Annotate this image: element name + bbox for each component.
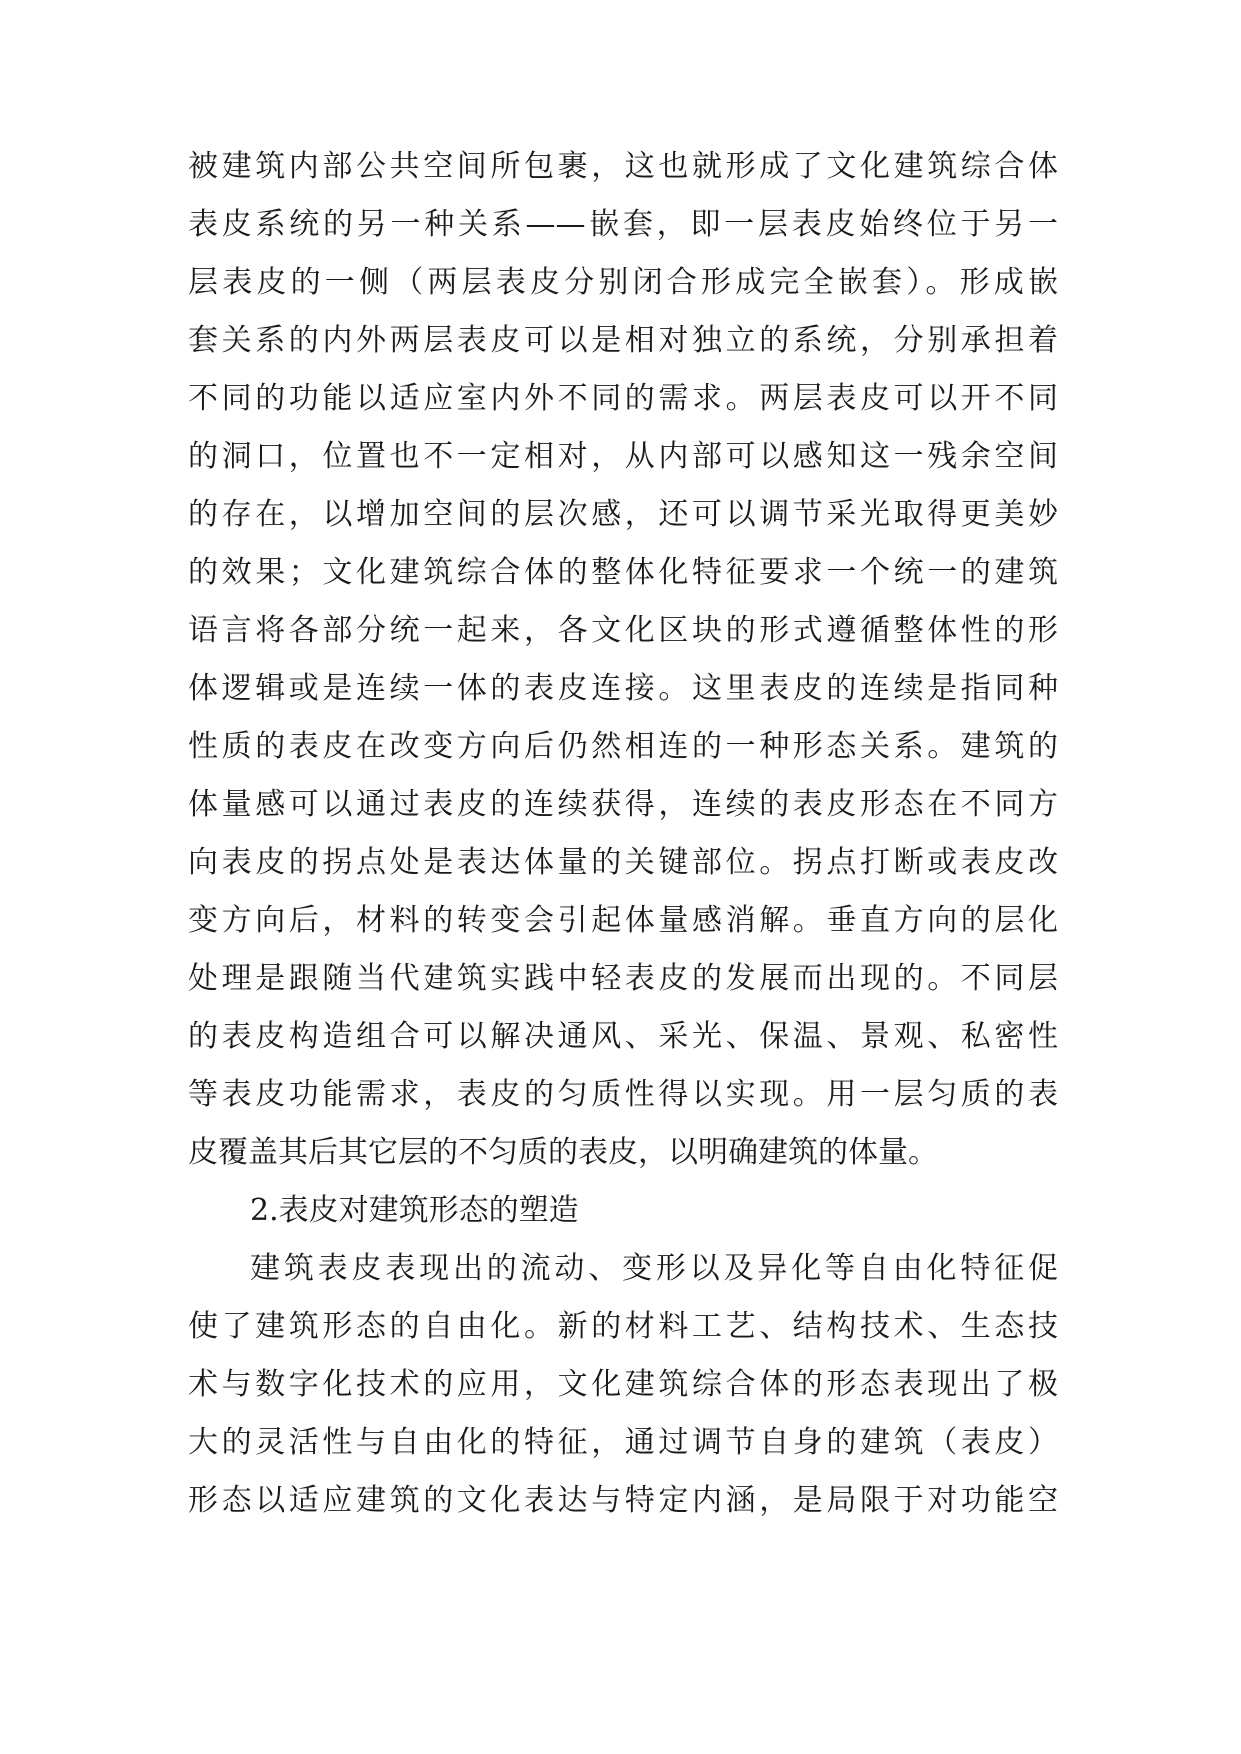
text-line: 的洞口，位置也不一定相对，从内部可以感知这一残余空间 bbox=[188, 439, 1058, 474]
text-line: 形态以适应建筑的文化表达与特定内涵，是局限于对功能空 bbox=[188, 1483, 1058, 1518]
text-line: 大的灵活性与自由化的特征，通过调节自身的建筑（表皮） bbox=[188, 1425, 1058, 1460]
text-line: 向表皮的拐点处是表达体量的关键部位。拐点打断或表皮改 bbox=[188, 845, 1058, 880]
text-line: 不同的功能以适应室内外不同的需求。两层表皮可以开不同 bbox=[188, 381, 1058, 416]
text-line: 体逻辑或是连续一体的表皮连接。这里表皮的连续是指同种 bbox=[188, 671, 1058, 706]
text-line: 套关系的内外两层表皮可以是相对独立的系统，分别承担着 bbox=[188, 323, 1058, 358]
text-line: 处理是跟随当代建筑实践中轻表皮的发展而出现的。不同层 bbox=[188, 961, 1058, 996]
text-line: 语言将各部分统一起来，各文化区块的形式遵循整体性的形 bbox=[188, 613, 1058, 648]
text-line: 体量感可以通过表皮的连续获得，连续的表皮形态在不同方 bbox=[188, 787, 1058, 822]
text-line: 等表皮功能需求，表皮的匀质性得以实现。用一层匀质的表 bbox=[188, 1077, 1058, 1112]
text-line: 的表皮构造组合可以解决通风、采光、保温、景观、私密性 bbox=[188, 1019, 1058, 1054]
text-line: 变方向后，材料的转变会引起体量感消解。垂直方向的层化 bbox=[188, 903, 1058, 938]
text-line: 建筑表皮表现出的流动、变形以及异化等自由化特征促 bbox=[250, 1251, 1058, 1286]
text-line: 的存在，以增加空间的层次感，还可以调节采光取得更美妙 bbox=[188, 497, 1058, 532]
text-line: 的效果；文化建筑综合体的整体化特征要求一个统一的建筑 bbox=[188, 555, 1058, 590]
text-line: 术与数字化技术的应用，文化建筑综合体的形态表现出了极 bbox=[188, 1367, 1058, 1402]
text-line: 层表皮的一侧（两层表皮分别闭合形成完全嵌套）。形成嵌 bbox=[188, 265, 1058, 300]
text-line: 性质的表皮在改变方向后仍然相连的一种形态关系。建筑的 bbox=[188, 729, 1058, 764]
text-line: 被建筑内部公共空间所包裹，这也就形成了文化建筑综合体 bbox=[188, 149, 1058, 184]
text-line: 使了建筑形态的自由化。新的材料工艺、结构技术、生态技 bbox=[188, 1309, 1058, 1344]
text-line: 皮覆盖其后其它层的不匀质的表皮，以明确建筑的体量。 bbox=[188, 1135, 938, 1170]
section-heading: 2.表皮对建筑形态的塑造 bbox=[250, 1193, 579, 1228]
text-line: 表皮系统的另一种关系——嵌套，即一层表皮始终位于另一 bbox=[188, 207, 1058, 242]
